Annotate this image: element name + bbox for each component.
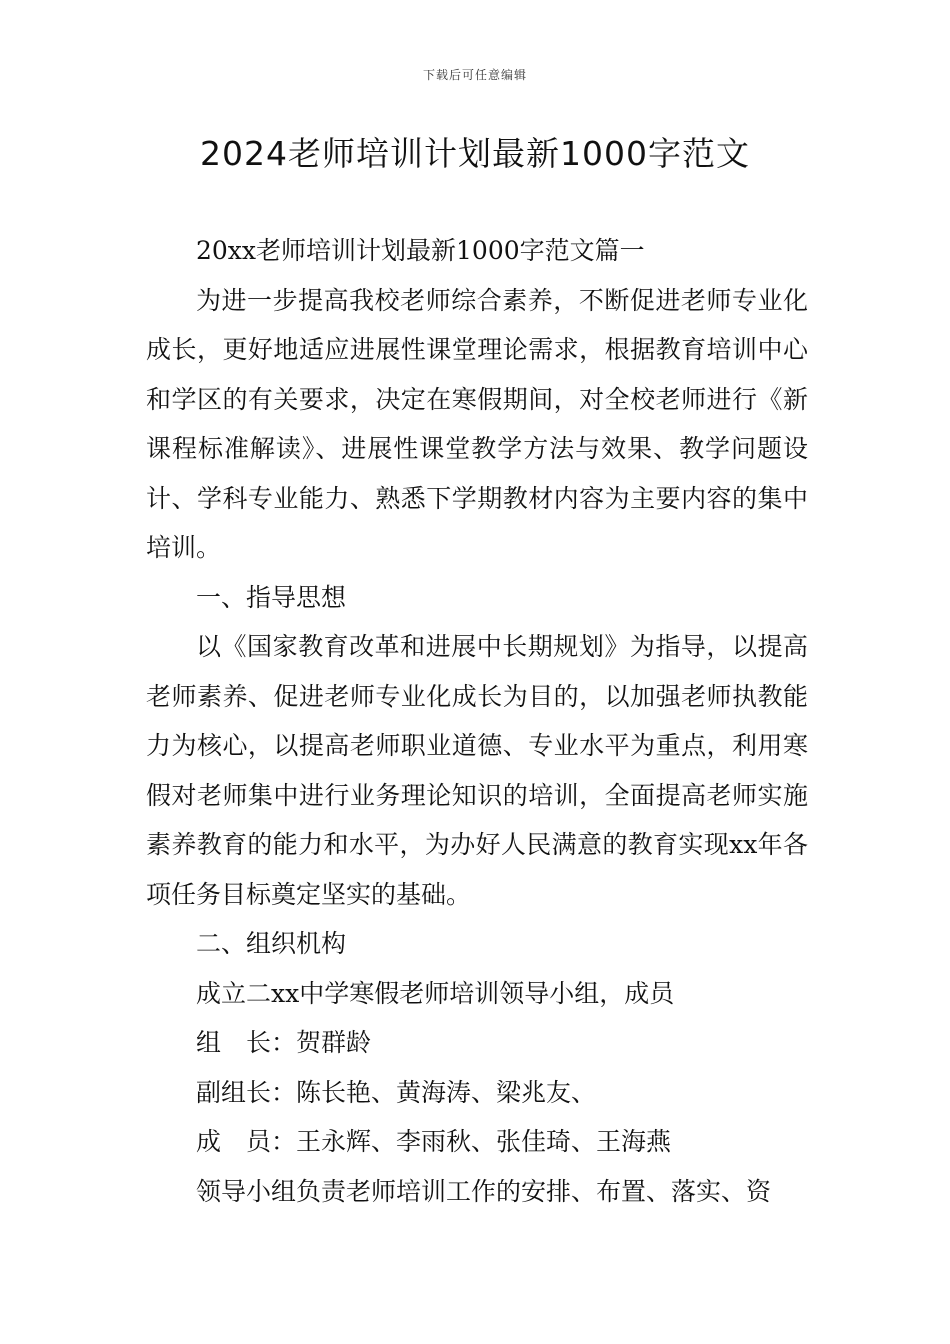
paragraph: 成立二xx中学寒假老师培训领导小组，成员	[196, 978, 675, 1008]
member-line: 成 员：王永辉、李雨秋、张佳琦、王海燕	[196, 1127, 672, 1156]
document-body	[146, 226, 808, 1216]
section-heading: 20xx老师培训计划最新1000字范文篇一	[196, 236, 645, 265]
paragraph: 领导小组负责老师培训工作的安排、布置、落实、资	[196, 1176, 772, 1206]
section-heading: 一、指导思想	[196, 582, 347, 612]
paragraph: 为进一步提高我校老师综合素养，不断促进老师专业化成长，更好地适应进展性课堂理论需求，根据教育培训中心和学区的有关要求，决定在寒假期间，对全校老师进行《新课程标准解读》、进展性课堂教学方法与效果、教学问题设计、学科专业能力、熟悉下学期教材内容为主要内容的集中培训。	[146, 285, 808, 562]
document-title: 2024老师培训计划最新1000字范文	[200, 134, 750, 173]
header-note: 下载后可任意编辑	[422, 68, 527, 82]
member-line: 组 长：贺群龄	[196, 1028, 372, 1057]
paragraph: 以《国家教育改革和进展中长期规划》为指导，以提高老师素养、促进老师专业化成长为目的，以加强老师执教能力为核心，以提高老师职业道德、专业水平为重点，利用寒假对老师集中进行业务理论知识的培训，全面提高老师实施素养教育的能力和水平，为办好人民满意的教育实现xx年各项任务目标奠定坚实的基础。	[146, 632, 808, 909]
section-heading: 二、组织机构	[196, 929, 347, 958]
member-line: 副组长：陈长艳、黄海涛、梁兆友、	[196, 1077, 597, 1107]
